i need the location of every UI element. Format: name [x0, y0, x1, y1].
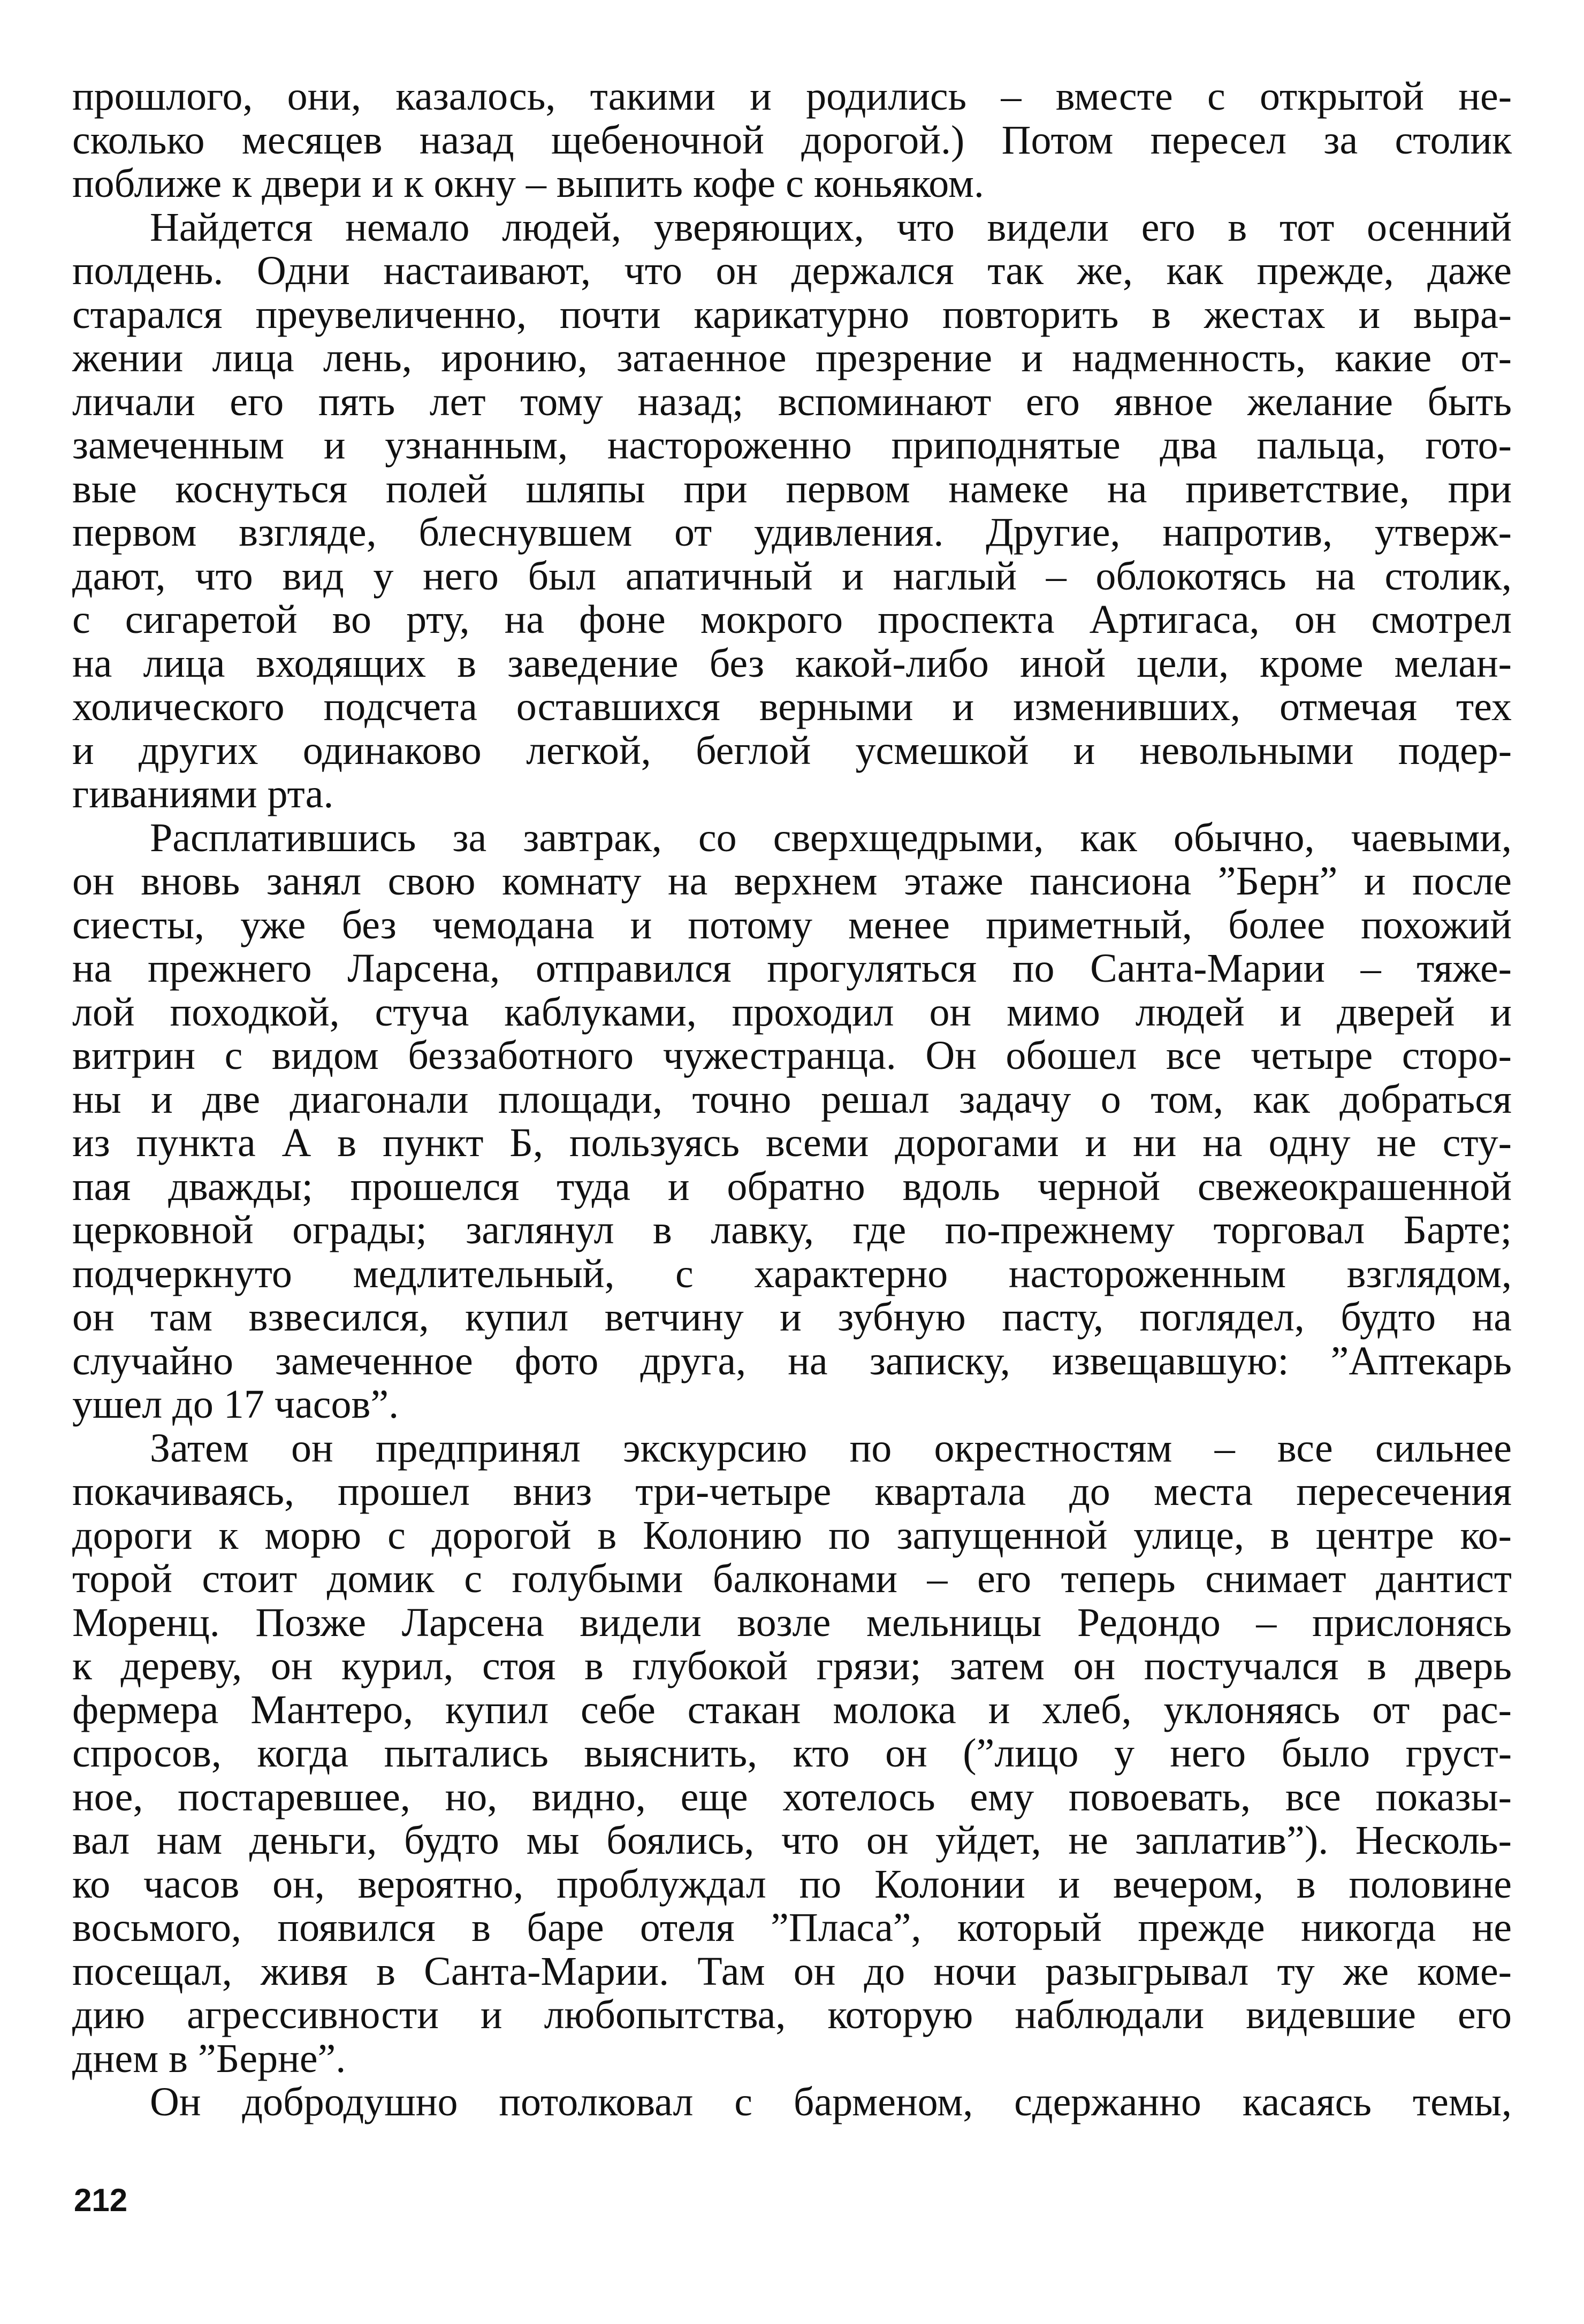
text-line: пая дважды; прошелся туда и обратно вдоль черной свежеокрашенной	[72, 1164, 1512, 1209]
text-line: поближе к двери и к окну – выпить кофе с коньяком.	[72, 161, 984, 206]
text-line: посещал, живя в Санта-Марии. Там он до ночи разыгрывал ту же коме-	[72, 1948, 1512, 1994]
text-line: подчеркнуто медлительный, с характерно настороженным взглядом,	[72, 1251, 1512, 1296]
text-line: сиесты, уже без чемодана и потому менее приметный, более похожий	[72, 902, 1512, 947]
text-line: лой походкой, стуча каблуками, проходил он мимо людей и дверей и	[72, 989, 1512, 1035]
text-line: на прежнего Ларсена, отправился прогуляться по Санта-Марии – тяже-	[72, 946, 1512, 991]
text-line: личали его пять лет тому назад; вспоминают его явное желание быть	[72, 379, 1512, 424]
text-line: он там взвесился, купил ветчину и зубную пасту, поглядел, будто на	[72, 1295, 1512, 1340]
text-line: случайно замеченное фото друга, на записку, извещавшую: ”Аптекарь	[72, 1338, 1512, 1383]
text-line: ны и две диагонали площади, точно решал задачу о том, как добраться	[72, 1076, 1512, 1122]
text-line: сколько месяцев назад щебеночной дорогой.) Потом пересел за столик	[72, 117, 1512, 163]
text-line: гиваниями рта.	[72, 771, 334, 816]
text-line: спросов, когда пытались выяснить, кто он (”лицо у него было груст-	[72, 1731, 1512, 1776]
text-line: ушел до 17 часов”.	[72, 1382, 399, 1427]
text-line: дию агрессивности и любопытства, которую наблюдали видевшие его	[72, 1992, 1512, 2037]
text-line: церковной ограды; заглянул в лавку, где по-прежнему торговал Барте;	[72, 1207, 1512, 1252]
text-line: из пункта А в пункт Б, пользуясь всеми дорогами и ни на одну не сту-	[72, 1120, 1512, 1165]
text-line: старался преувеличенно, почти карикатурно повторить в жестах и выра-	[72, 292, 1512, 337]
text-line: с сигаретой во рту, на фоне мокрого проспекта Артигаса, он смотрел	[72, 597, 1512, 642]
text-line: днем в ”Берне”.	[72, 2036, 346, 2081]
text-line: Затем он предпринял экскурсию по окрестностям – все сильнее	[150, 1425, 1512, 1471]
text-line: полдень. Одни настаивают, что он держался так же, как прежде, даже	[72, 248, 1512, 293]
page-number: 212	[74, 2182, 128, 2218]
text-line: прошлого, они, казалось, такими и родились – вместе с открытой не-	[72, 74, 1512, 119]
text-line: на лица входящих в заведение без какой-либо иной цели, кроме мелан-	[72, 640, 1512, 686]
text-line: холического подсчета оставшихся верными и изменивших, отмечая тех	[72, 684, 1512, 729]
text-line: витрин с видом беззаботного чужестранца. Он обошел все четыре сторо-	[72, 1033, 1512, 1078]
text-line: он вновь занял свою комнату на верхнем этаже пансиона ”Берн” и после	[72, 859, 1512, 904]
text-line: покачиваясь, прошел вниз три-четыре квартала до места пересечения	[72, 1469, 1512, 1514]
text-line: восьмого, появился в баре отеля ”Пласа”, который прежде никогда не	[72, 1905, 1512, 1950]
text-line: Расплатившись за завтрак, со сверхщедрыми, как обычно, чаевыми,	[150, 815, 1512, 860]
text-line: ко часов он, вероятно, проблуждал по Колонии и вечером, в половине	[72, 1861, 1512, 1907]
text-line: Найдется немало людей, уверяющих, что видели его в тот осенний	[150, 204, 1512, 250]
text-line: Моренц. Позже Ларсена видели возле мельницы Редондо – прислонясь	[72, 1600, 1512, 1645]
text-line: дороги к морю с дорогой в Колонию по запущенной улице, в центре ко-	[72, 1512, 1512, 1558]
text-line: замеченным и узнанным, настороженно приподнятые два пальца, гото-	[72, 423, 1512, 468]
text-line: вал нам деньги, будто мы боялись, что он уйдет, не заплатив”). Несколь-	[72, 1818, 1512, 1863]
text-line: Он добродушно потолковал с барменом, сдержанно касаясь темы,	[150, 2080, 1512, 2124]
text-line: первом взгляде, блеснувшем от удивления. Другие, напротив, утверж-	[72, 510, 1512, 555]
text-line: к дереву, он курил, стоя в глубокой грязи; затем он постучался в дверь	[72, 1643, 1512, 1688]
text-line: жении лица лень, иронию, затаенное презрение и надменность, какие от-	[72, 335, 1512, 380]
text-line: ное, постаревшее, но, видно, еще хотелось ему повоевать, все показы-	[72, 1774, 1512, 1820]
text-line: вые коснуться полей шляпы при первом намеке на приветствие, при	[72, 466, 1512, 511]
text-line: и других одинаково легкой, беглой усмешкой и невольными подер-	[72, 728, 1512, 773]
text-line: дают, что вид у него был апатичный и наглый – облокотясь на столик,	[72, 553, 1512, 599]
body-text	[72, 75, 1512, 2124]
text-line: фермера Мантеро, купил себе стакан молока и хлеб, уклоняясь от рас-	[72, 1687, 1512, 1732]
text-line: торой стоит домик с голубыми балконами – его теперь снимает дантист	[72, 1556, 1512, 1601]
